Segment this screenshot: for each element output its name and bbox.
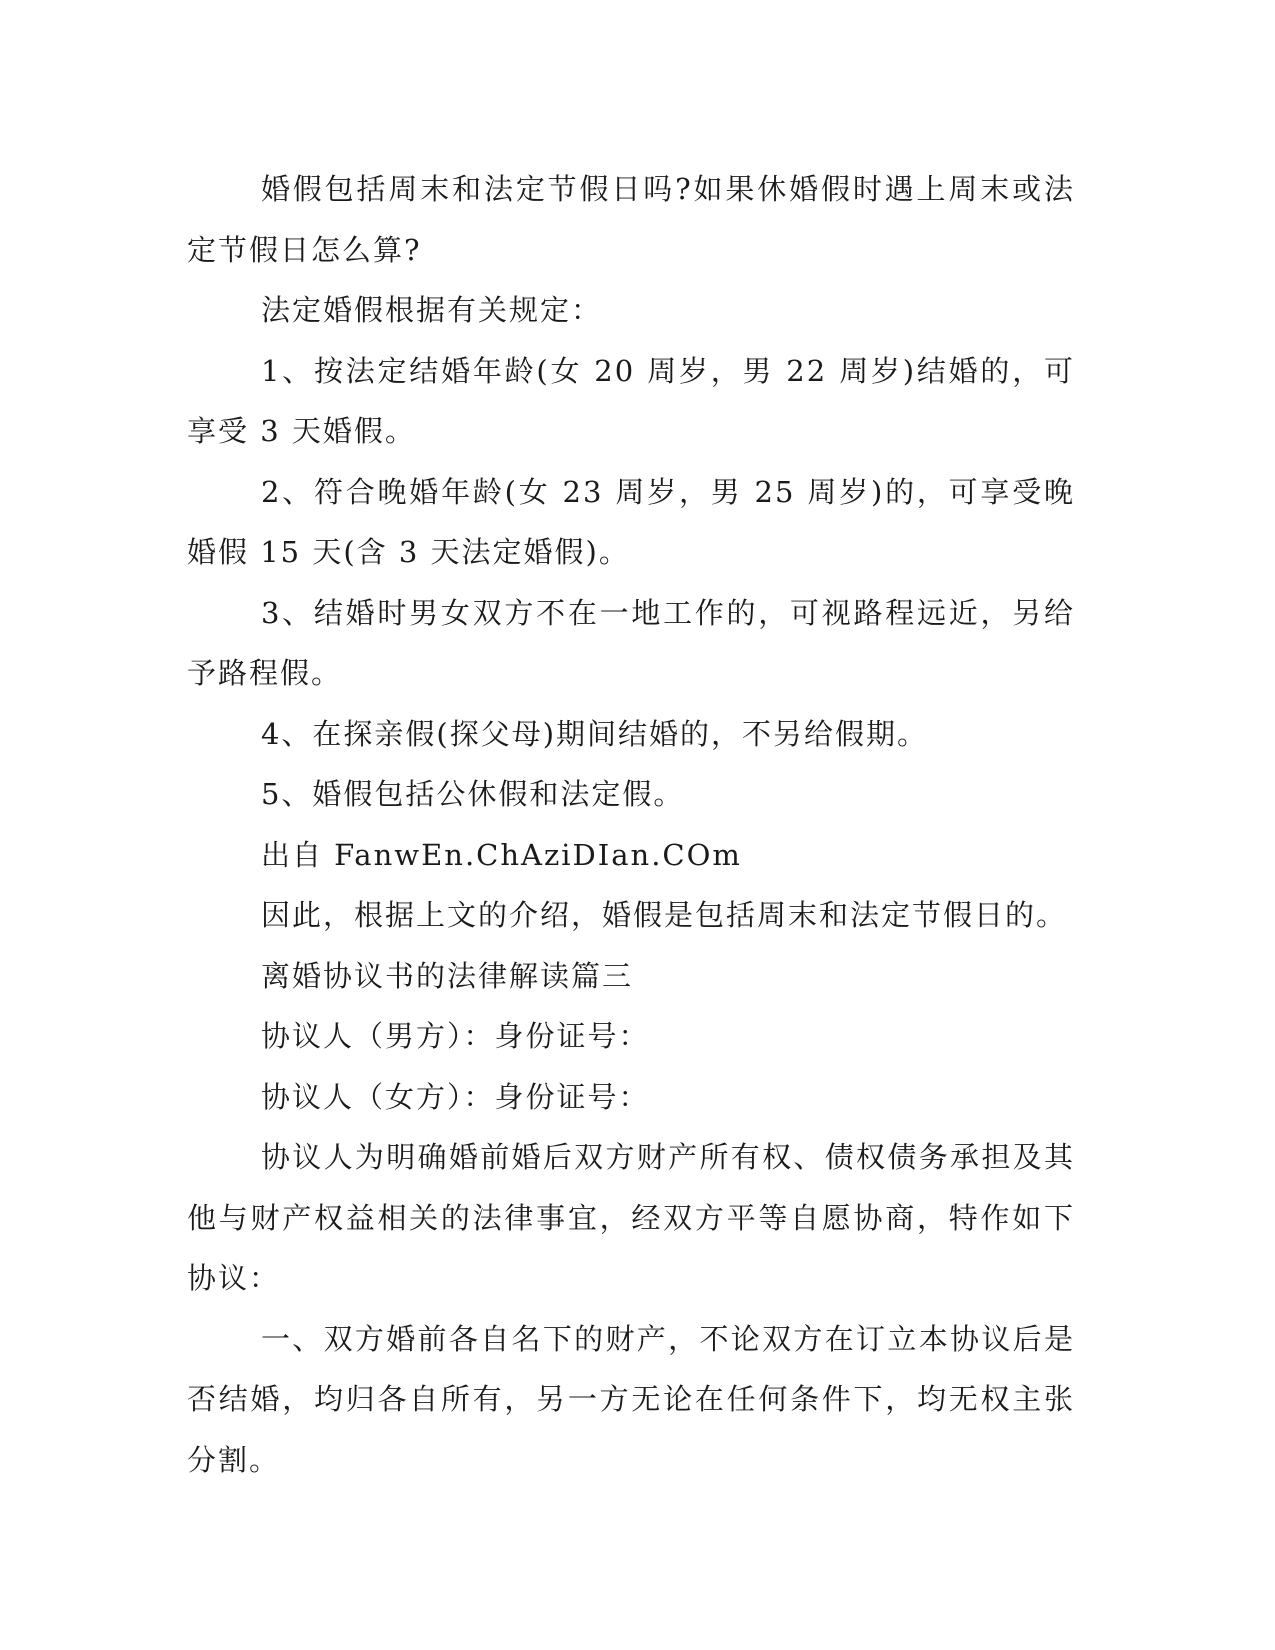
- paragraph-rule-1: 1、按法定结婚年龄(女 20 周岁，男 22 周岁)结婚的，可享受 3 天婚假。: [187, 353, 1075, 448]
- paragraph-rule-3: 3、结婚时男女双方不在一地工作的，可视路程远近，另给予路程假。: [187, 595, 1075, 690]
- paragraph-rule-2: 2、符合晚婚年龄(女 23 周岁，男 25 周岁)的，可享受晚婚假 15 天(含 3 天法定婚假)。: [187, 474, 1075, 569]
- paragraph-agreement-intro: 协议人为明确婚前婚后双方财产所有权、债权债务承担及其他与财产权益相关的法律事宜，经双方平等自愿协商，特作如下协议：: [187, 1140, 1075, 1295]
- paragraph-rules-intro: 法定婚假根据有关规定：: [260, 293, 602, 327]
- party-male-line: 协议人（男方）：身份证号：: [260, 1019, 650, 1053]
- paragraph-clause-1: 一、双方婚前各自名下的财产，不论双方在订立本协议后是否结婚，均归各自所有，另一方无论在任何条件下，均无权主张分割。: [187, 1321, 1075, 1477]
- paragraph-rule-5: 5、婚假包括公休假和法定假。: [260, 777, 685, 811]
- paragraph-conclusion: 因此，根据上文的介绍，婚假是包括周末和法定节假日的。: [260, 898, 1067, 932]
- paragraph-rule-4: 4、在探亲假(探父母)期间结婚的，不另给假期。: [260, 716, 929, 751]
- section-heading: 离婚协议书的法律解读篇三: [260, 958, 633, 993]
- party-female-line: 协议人（女方）：身份证号：: [260, 1079, 650, 1114]
- paragraph-source: 出自 FanwEn.ChAziDIan.COm: [260, 837, 742, 872]
- document-body: [187, 159, 1075, 1490]
- paragraph-question: 婚假包括周末和法定节假日吗?如果休婚假时遇上周末或法定节假日怎么算?: [187, 172, 1075, 267]
